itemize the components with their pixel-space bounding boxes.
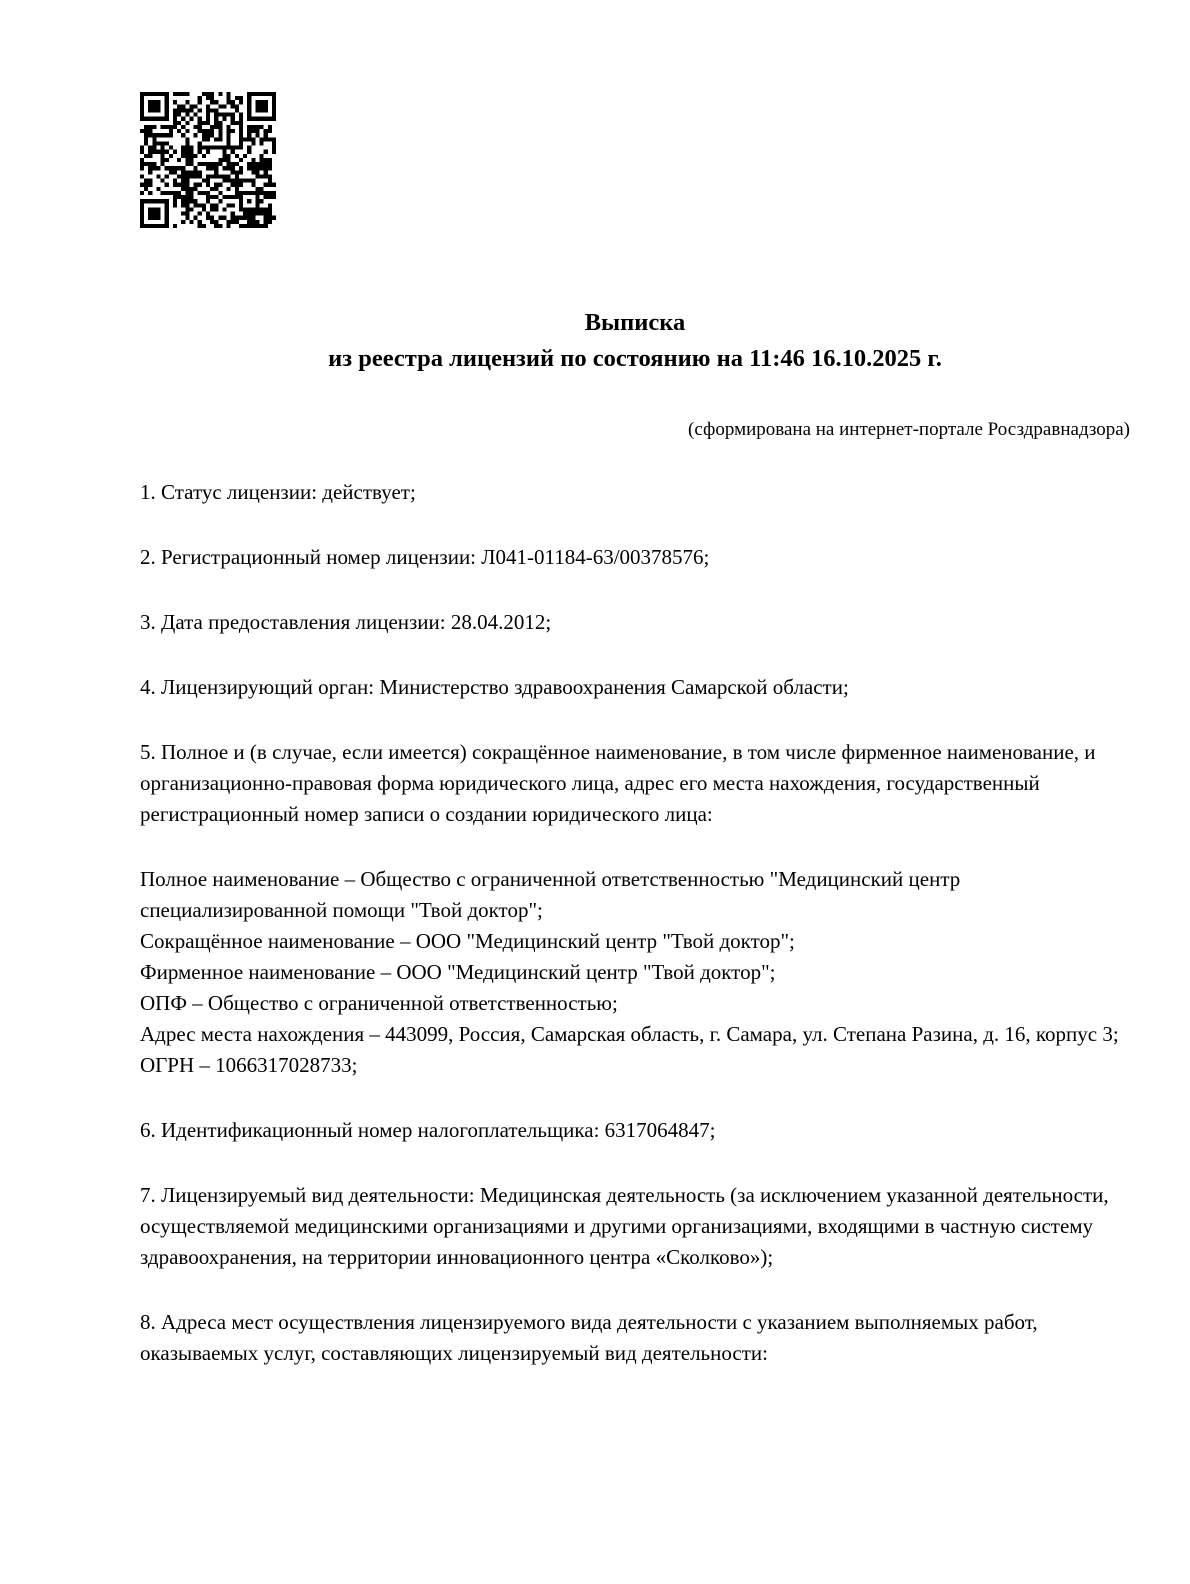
entity-address: Адрес места нахождения – 443099, Россия, Самарская область, г. Самара, ул. Степана Разина, д. 16, корпус 3; — [140, 1022, 1119, 1046]
entity-short-name: Сокращённое наименование – ООО "Медицинский центр "Твой доктор"; — [140, 929, 795, 953]
entity-full-name: Полное наименование – Общество с ограниченной ответственностью "Медицинский центр специализированной помощи "Твой доктор"; — [140, 867, 961, 922]
portal-note: (сформирована на интернет-портале Росздравнадзора) — [688, 419, 1130, 440]
qr-code-canvas — [140, 92, 276, 228]
entity-brand-name: Фирменное наименование – ООО "Медицинский центр "Твой доктор"; — [140, 960, 776, 984]
license-issue-date: 3. Дата предоставления лицензии: 28.04.2012; — [140, 610, 552, 634]
title-line-2: из реестра лицензий по состоянию на 11:46 16.10.2025 г. — [328, 345, 942, 372]
title-line-1: Выписка — [584, 309, 686, 336]
activity-addresses: 8. Адреса мест осуществления лицензируемого вида деятельности с указанием выполняемых работ, оказываемых услуг, составляющих лицензируемый вид деятельности: — [140, 1310, 1038, 1365]
license-registration-number: 2. Регистрационный номер лицензии: Л041-01184-63/00378576; — [140, 545, 710, 569]
entity-ogrn: ОГРН – 1066317028733; — [140, 1053, 358, 1077]
taxpayer-number: 6. Идентификационный номер налогоплательщика: 6317064847; — [140, 1118, 716, 1142]
entity-legal-form: ОПФ – Общество с ограниченной ответственностью; — [140, 991, 618, 1015]
licensed-activity-type: 7. Лицензируемый вид деятельности: Медицинская деятельность (за исключением указанной деятельности, осуществляемой медицинскими организациями и другими организациями, входящими в частную систему здравоохранения, на территории инновационного центра «Сколково»); — [140, 1183, 1109, 1269]
licensing-authority: 4. Лицензирующий орган: Министерство здравоохранения Самарской области; — [140, 675, 849, 699]
entity-details — [140, 864, 1130, 1081]
document-content — [140, 305, 1130, 1369]
qr-code-icon — [140, 92, 276, 228]
entity-name-section: 5. Полное и (в случае, если имеется) сокращённое наименование, в том числе фирменное наименование, и организационно-правовая форма юридического лица, адрес его места нахождения, государственный регистрационный номер записи о создании юридического лица: — [140, 740, 1096, 826]
page-title — [140, 305, 1130, 377]
license-status: 1. Статус лицензии: действует; — [140, 480, 416, 504]
